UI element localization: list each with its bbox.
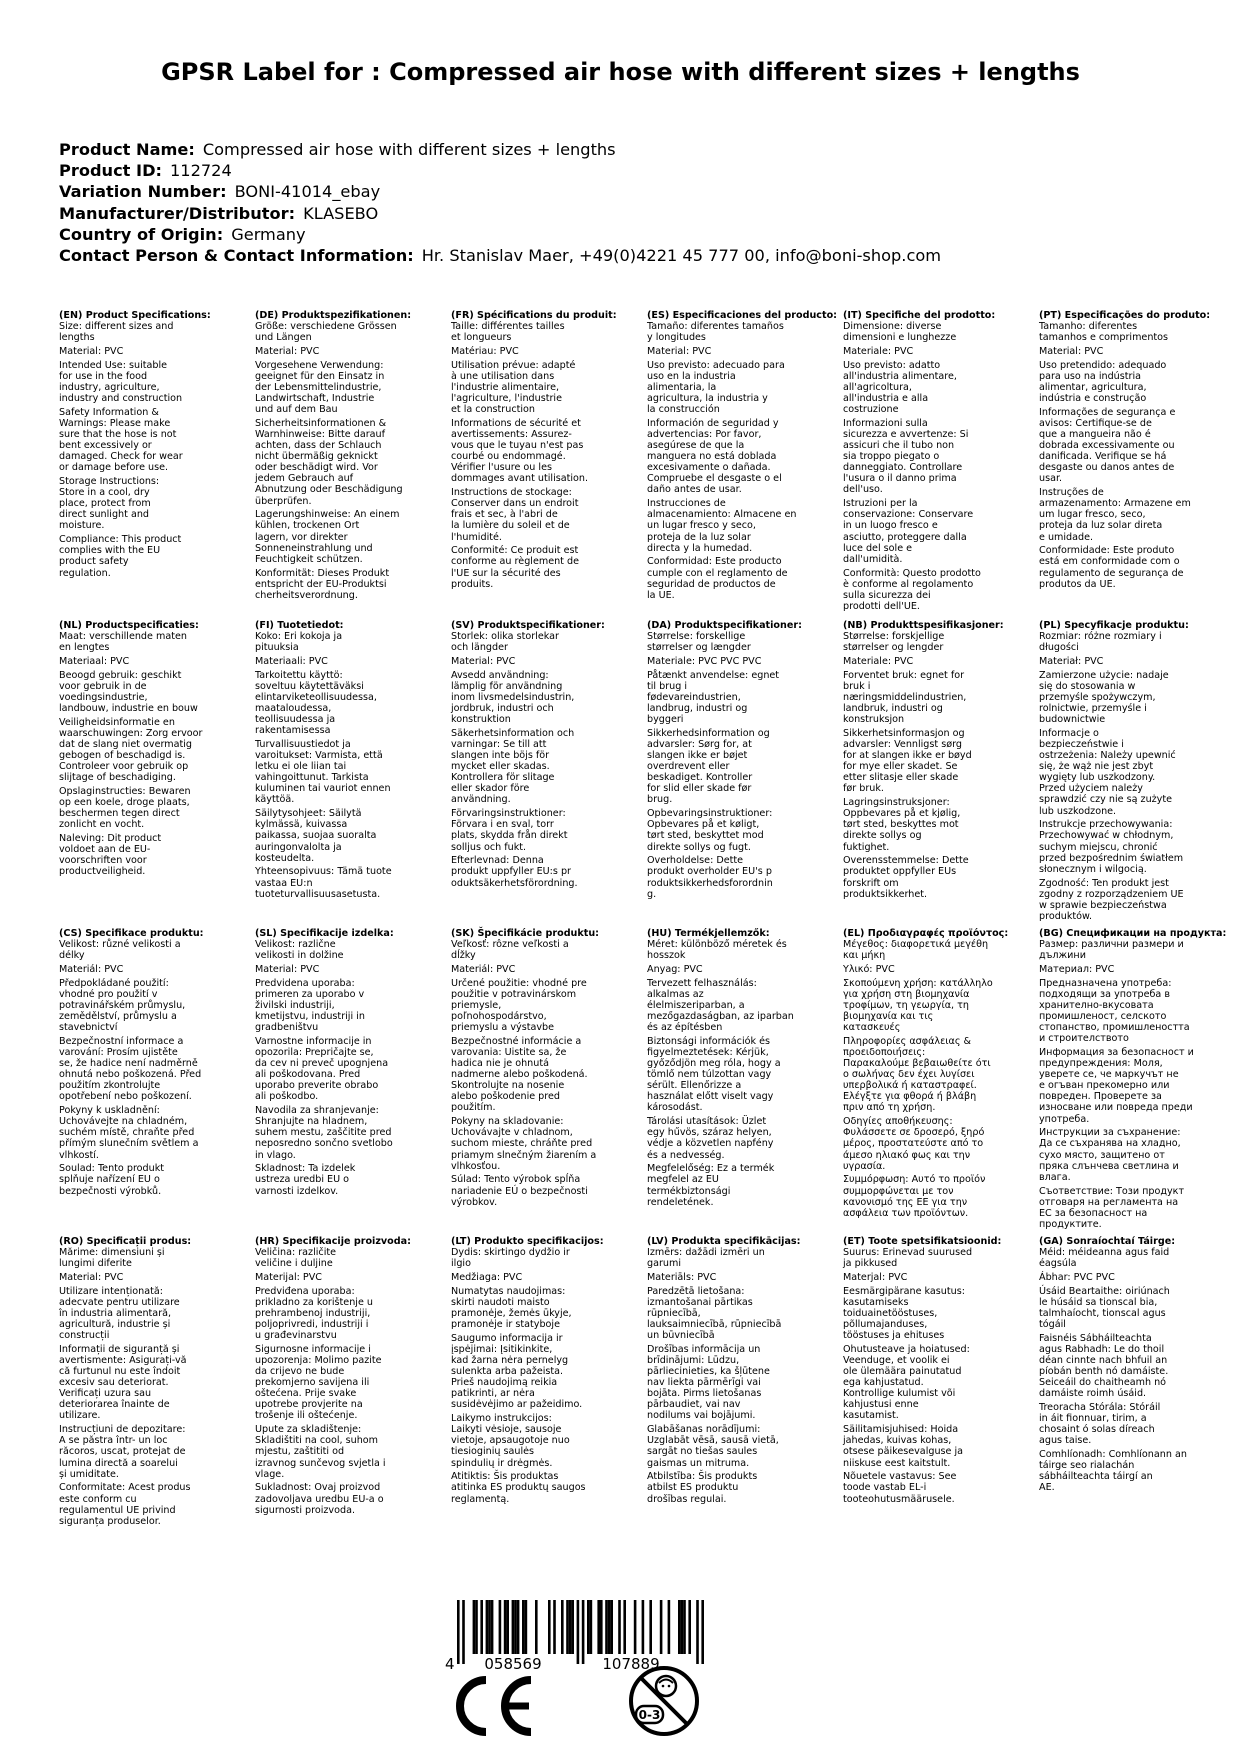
spec-item: Sikkerhedsinformation og advarsler: Sørg for, at slangen ikke er bøjet overdrevent eller beskadiget. Kontroller for slid eller skade før brug. bbox=[647, 727, 770, 806]
spec-item: Utilizare intenționată: adecvate pentru utilizare în industria alimentară, agricultură, industrie și construcții bbox=[59, 1285, 180, 1342]
spec-item: Soulad: Tento produkt splňuje nařízení EU o bezpečnosti výrobků. bbox=[59, 1163, 165, 1197]
spec-item: Materiaal: PVC bbox=[59, 655, 130, 667]
spec-item: Οδηγίες αποθήκευσης: Φυλάσσετε σε δροσερό, ξηρό μέρος, προστατεύστε από το άμεσο ηλιακό φως και την υγρασία. bbox=[843, 1116, 985, 1172]
spec-item: Koko: Eri kokoja ja pituuksia bbox=[255, 631, 343, 654]
spec-item: Úsáid Beartaithe: oiriúnach le húsáid sa tionscal bia, talmhaíocht, tionscal agus tógáil bbox=[1039, 1285, 1170, 1331]
spec-section bbox=[255, 1236, 445, 1518]
barcode-bar bbox=[475, 1600, 478, 1654]
spec-item: Atbilstība: Šis produkts atbilst ES produktu drošības regulai. bbox=[647, 1471, 758, 1505]
spec-section bbox=[843, 1236, 1033, 1507]
spec-item: Taille: différentes tailles et longueurs bbox=[451, 321, 565, 344]
barcode-bar bbox=[688, 1600, 691, 1654]
spec-section bbox=[1039, 310, 1229, 592]
barcode-bar bbox=[457, 1600, 460, 1664]
spec-section bbox=[59, 928, 249, 1199]
spec-item: Υλικό: PVC bbox=[843, 963, 895, 975]
barcode-bar bbox=[577, 1600, 580, 1664]
spec-section bbox=[451, 1236, 641, 1507]
spec-item: Izmērs: dažādi izmēri un garumi bbox=[647, 1247, 765, 1270]
spec-item: Material: PVC bbox=[255, 963, 320, 975]
spec-item: Förvaringsinstruktioner: Förvara i en sval, torr plats, skydda från direkt solljus och fukt. bbox=[451, 808, 568, 853]
spec-item: Numatytas naudojimas: skirti naudoti maisto pramonėje, žemės ūkyje, pramonėje ir statyboje bbox=[451, 1285, 572, 1331]
info-row bbox=[59, 224, 941, 245]
spec-item: Anyag: PVC bbox=[647, 963, 703, 975]
spec-item: Rozmiar: różne rozmiary i długości bbox=[1039, 631, 1162, 654]
spec-item: Säilytysohjeet: Säilytä kylmässä, kuivassa paikassa, suojaa suoralta auringonvalolta ja kosteudelta. bbox=[255, 808, 377, 864]
spec-section bbox=[647, 620, 837, 902]
spec-item: Material: PVC bbox=[451, 655, 516, 667]
info-label: Country of Origin: bbox=[59, 224, 224, 244]
barcode-bar bbox=[514, 1600, 517, 1654]
spec-heading: (IT) Specifiche del prodotto: bbox=[843, 310, 996, 321]
spec-item: Sigurnosne informacije i upozorenja: Molimo pazite da crijevo ne bude prekomjerno savijena ili oštećena. Prije svake upotrebe provjerite na trošenje ili oštećenje. bbox=[255, 1343, 382, 1422]
spec-item: Súlad: Tento výrobok spĺňa nariadenie EÚ o bezpečnosti výrobkov. bbox=[451, 1174, 588, 1208]
barcode-bar bbox=[610, 1600, 613, 1654]
info-value: Germany bbox=[231, 224, 306, 244]
barcode-digits-right: 107889 bbox=[602, 1655, 660, 1672]
spec-item: Zamierzone użycie: nadaje się do stosowania w przemyśle spożywczym, rolnictwie, przemyśle i budownictwie bbox=[1039, 669, 1169, 726]
spec-item: Instrucciones de almacenamiento: Almacene en un lugar fresco y seco, proteja de la luz solar directa y la humedad. bbox=[647, 498, 797, 554]
barcode-bar bbox=[668, 1600, 671, 1654]
spec-item: Storlek: olika storlekar och längder bbox=[451, 631, 559, 654]
spec-heading: (CS) Specifikace produktu: bbox=[59, 928, 204, 939]
spec-item: Størrelse: forskellige størrelser og længder bbox=[647, 631, 751, 654]
spec-section bbox=[1039, 1236, 1229, 1496]
spec-heading: (BG) Спецификации на продукта: bbox=[1039, 928, 1227, 939]
spec-heading: (GA) Sonraíochtaí Táirge: bbox=[1039, 1236, 1176, 1247]
spec-item: Lagringsinstruksjoner: Oppbevares på et kjølig, tørt sted, beskyttes mot direkte sollys og fuktighet. bbox=[843, 797, 961, 853]
spec-section bbox=[647, 928, 837, 1210]
spec-item: Materiaali: PVC bbox=[255, 655, 328, 667]
spec-section bbox=[255, 310, 445, 603]
spec-item: Материал: PVC bbox=[1039, 963, 1115, 975]
spec-item: Treoracha Stórála: Stóráil in áit fionnuar, tirim, a chosaint ó solas díreach agus taise. bbox=[1039, 1402, 1161, 1447]
barcode-bar bbox=[590, 1600, 593, 1654]
spec-item: Säkerhetsinformation och varningar: Se till att slangen inte böjs för mycket eller skadas. Kontrollera för slitage eller skador före användning. bbox=[451, 727, 575, 806]
spec-item: Opbevaringsinstruktioner: Opbevares på et køligt, tørt sted, beskyttet mod direkte sollys og fugt. bbox=[647, 808, 773, 853]
spec-item: Съответствие: Този продукт отговаря на регламента на ЕС за безопасност на продуктите. bbox=[1039, 1185, 1185, 1230]
spec-item: Saugumo informacija ir įspėjimai: Įsitikinkite, kad žarna nėra pernelyg sulenkta arba pažeista. Prieš naudojimą reikia patikrinti, ar nėra susidėvėjimo ar pažeidimo. bbox=[451, 1332, 583, 1411]
spec-heading: (RO) Specificații produs: bbox=[59, 1236, 192, 1247]
barcode-bar bbox=[571, 1600, 574, 1654]
spec-item: Sukladnost: Ovaj proizvod zadovoljava uredbu EU-a o sigurnosti proizvoda. bbox=[255, 1482, 384, 1516]
spec-item: Conformité: Ce produit est conforme au règlement de l'UE sur la sécurité des produits. bbox=[451, 545, 579, 590]
spec-item: Ohutusteave ja hoiatused: Veenduge, et voolik ei ole ülemäära painutatud ega kahjustatud. Kontrollige kulumist või kahjustusi enne kasutamist. bbox=[843, 1343, 970, 1422]
spec-item: Medžiaga: PVC bbox=[451, 1271, 523, 1283]
spec-item: Naleving: Dit product voldoet aan de EU- voorschriften voor productveiligheid. bbox=[59, 833, 162, 878]
spec-item: Instruções de armazenamento: Armazene em um lugar fresco, seco, proteja da luz solar direta e umidade. bbox=[1039, 487, 1191, 543]
spec-item: Informazioni sulla sicurezza e avvertenze: Si assicuri che il tubo non sia troppo piegato o danneggiato. Controllare l'usura o il danno prima dell'uso. bbox=[843, 417, 969, 496]
info-label: Variation Number: bbox=[59, 182, 227, 202]
spec-item: Säilitamisjuhised: Hoida jahedas, kuivas kohas, otsese päikesevalguse ja niiskuse eest kaitstult. bbox=[843, 1424, 964, 1469]
barcode-bar bbox=[561, 1600, 564, 1654]
spec-item: Yhteensopivuus: Tämä tuote vastaa EU:n tuoteturvallisuusasetusta. bbox=[255, 866, 392, 900]
spec-heading: (EL) Προδιαγραφές προϊόντος: bbox=[843, 928, 1009, 939]
spec-item: Zgodność: Ten produkt jest zgodny z rozporządzeniem UE w sprawie bezpieczeństwa produktów. bbox=[1039, 877, 1184, 922]
spec-item: Utilisation prévue: adapté à une utilisation dans l'industrie alimentaire, l'agriculture, l'industrie et la construction bbox=[451, 359, 576, 416]
spec-item: Informations de sécurité et avertissements: Assurez- vous que le tuyau n'est pas courbé ou endommagé. Vérifier l'usure ou les dommages avant utilisation. bbox=[451, 417, 589, 485]
barcode-bar bbox=[678, 1600, 681, 1654]
spec-item: Storage Instructions: Store in a cool, dry place, protect from direct sunlight and moisture. bbox=[59, 476, 160, 532]
spec-heading: (SK) Špecifikácie produktu: bbox=[451, 928, 600, 939]
barcode-bar bbox=[522, 1600, 525, 1654]
page-title: GPSR Label for : Compressed air hose with different sizes + lengths bbox=[161, 58, 1080, 86]
ce-mark-icon bbox=[452, 1673, 538, 1739]
spec-item: Velikost: različne velikosti in dolžine bbox=[255, 939, 344, 962]
spec-item: Conformitate: Acest produs este conform cu regulamentul UE privind siguranța produselor. bbox=[59, 1482, 191, 1527]
spec-item: Turvallisuustiedot ja varoitukset: Varmista, että letku ei ole liian tai vahingoittunut. Tarkista kuluminen tai vauriot ennen käyttöä. bbox=[255, 739, 391, 806]
info-label: Manufacturer/Distributor: bbox=[59, 203, 296, 223]
spec-item: Glabāšanas norādījumi: Uzglabāt vēsā, sausā vietā, sargāt no tiešas saules gaismas un mitruma. bbox=[647, 1424, 779, 1469]
spec-item: Instrukcje przechowywania: Przechowywać w chłodnym, suchym miejscu, chronić przed bezpośrednim światłem słonecznym i wilgocią. bbox=[1039, 819, 1184, 875]
spec-heading: (DA) Produktspecifikationer: bbox=[647, 620, 802, 631]
spec-item: Atitiktis: Šis produktas atitinka ES produktų saugos reglamentą. bbox=[451, 1471, 586, 1505]
spec-heading: (NB) Produkttspesifikasjoner: bbox=[843, 620, 1004, 631]
spec-item: Maat: verschillende maten en lengtes bbox=[59, 631, 187, 654]
spec-item: Laikymo instrukcijos: Laikyti vėsioje, sausoje vietoje, apsaugotoje nuo tiesioginių saulės spindulių ir drėgmės. bbox=[451, 1413, 570, 1469]
spec-item: Informacje o bezpieczeństwie i ostrzeżenia: Należy upewnić się, że wąż nie jest zbyt wygięty lub uszkodzony. Przed użyciem należy sprawdzić czy nie są zużyte lub uszkodzone. bbox=[1039, 727, 1176, 817]
spec-heading: (HR) Specifikacije proizvoda: bbox=[255, 1236, 411, 1247]
spec-section bbox=[255, 928, 445, 1199]
spec-item: Tamanho: diferentes tamanhos e comprimentos bbox=[1039, 321, 1169, 344]
spec-item: Comhlíonadh: Comhlíonann an táirge seo rialachán sábháilteachta táirgí an AE. bbox=[1039, 1449, 1187, 1494]
spec-item: Pokyny k uskladnění: Uchovávejte na chladném, suchém místě, chraňte před přímým slunečním světlem a vlhkostí. bbox=[59, 1105, 199, 1161]
spec-item: Predvidena uporaba: primeren za uporabo v živilski industriji, kmetijstvu, industriji in gradbeništvu bbox=[255, 977, 365, 1034]
spec-item: Predviđena uporaba: prikladno za korištenje u prehrambenoj industriji, poljoprivredi, industriji i u građevinarstvu bbox=[255, 1285, 373, 1342]
spec-item: Opslaginstructies: Bewaren op een koele, droge plaats, beschermen tegen direct zonlicht en vocht. bbox=[59, 786, 191, 831]
spec-item: Conformità: Questo prodotto è conforme al regolamento sulla sicurezza dei prodotti dell'UE. bbox=[843, 567, 981, 612]
spec-item: Materjal: PVC bbox=[843, 1271, 908, 1283]
info-label: Contact Person & Contact Information: bbox=[59, 246, 414, 266]
spec-item: Tervezett felhasználás: alkalmas az élelmiszeriparban, a mezőgazdaságban, az iparban és az építésben bbox=[647, 977, 794, 1034]
spec-heading: (SL) Specifikacije izdelka: bbox=[255, 928, 394, 939]
barcode-bar bbox=[548, 1600, 551, 1654]
spec-item: Materiál: PVC bbox=[451, 963, 516, 975]
spec-item: Uso pretendido: adequado para uso na indústria alimentar, agricultura, indústria e construção bbox=[1039, 359, 1167, 405]
spec-item: Informații de siguranță și avertismente: Asigurați-vă că furtunul nu este îndoit excesiv sau deteriorat. Verificați uzura sau deteriorarea înainte de utilizare. bbox=[59, 1343, 187, 1422]
spec-item: Размер: различни размери и дължини bbox=[1039, 939, 1184, 962]
barcode-bar bbox=[605, 1600, 608, 1654]
spec-item: Mărime: dimensiuni și lungimi diferite bbox=[59, 1247, 165, 1270]
spec-item: Συμμόρφωση: Αυτό το προϊόν συμμορφώνεται με τον κανονισμό της ΕΕ για την ασφάλεια των προϊόντων. bbox=[843, 1174, 986, 1219]
spec-section bbox=[843, 620, 1033, 902]
barcode-bar bbox=[535, 1600, 538, 1654]
spec-item: Drošības informācija un brīdinājumi: Lūdzu, pārliecinieties, ka šļūtene nav liekta pārmērīgi vai bojāta. Pirms lietošanas pārbaudiet, vai nav nodilums vai bojājumi. bbox=[647, 1343, 770, 1422]
spec-item: Sikkerhetsinformasjon og advarsler: Vennligst sørg for at slangen ikke er bøyd for mye eller skadet. Se etter slitasje eller skade før bruk. bbox=[843, 727, 972, 795]
spec-item: Navodila za shranjevanje: Shranjujte na hladnem, suhem mestu, zaščitite pred neposredno sončno svetlobo in vlago. bbox=[255, 1105, 393, 1161]
spec-section bbox=[451, 928, 641, 1210]
product-info-block bbox=[59, 139, 941, 266]
spec-section bbox=[647, 310, 837, 603]
barcode-bar bbox=[623, 1600, 626, 1654]
barcode-bar bbox=[660, 1600, 663, 1654]
spec-item: Πληροφορίες ασφάλειας & προειδοποιήσεις: Παρακαλούμε βεβαιωθείτε ότι ο σωλήνας δεν έχει λυγίσει υπερβολικά ή καταστραφεί. Ελέγξτε για φθορά ή βλάβη πριν από τη χρήση. bbox=[843, 1035, 991, 1114]
spec-section bbox=[1039, 928, 1229, 1233]
spec-section bbox=[843, 310, 1033, 615]
spec-item: Nõuetele vastavus: See toode vastab EL-i tooteohutusmäärusele. bbox=[843, 1471, 957, 1505]
barcode-bar bbox=[462, 1600, 465, 1664]
barcode-bar bbox=[618, 1600, 621, 1654]
barcode-bar bbox=[486, 1600, 489, 1654]
barcode-bar bbox=[600, 1600, 603, 1654]
spec-item: Bezpečnostné informácie a varovania: Uistite sa, že hadica nie je ohnutá nadmerne alebo poškodená. Skontrolujte na nosenie alebo poškodenie pred použitím. bbox=[451, 1035, 588, 1114]
spec-item: Material: PVC bbox=[1039, 345, 1104, 357]
barcode-bar bbox=[473, 1600, 476, 1654]
spec-heading: (SV) Produktspecifikationer: bbox=[451, 620, 605, 631]
spec-item: Matériau: PVC bbox=[451, 345, 519, 357]
spec-item: Materiał: PVC bbox=[1039, 655, 1104, 667]
spec-section bbox=[451, 310, 641, 592]
spec-item: Size: different sizes and lengths bbox=[59, 321, 174, 344]
spec-item: Предназначена употреба: подходящи за употреба в хранително-вкусовата промишленост, селското стопанство, промишлеността и строителството bbox=[1039, 977, 1190, 1045]
spec-section bbox=[451, 620, 641, 891]
spec-item: Material: PVC bbox=[255, 345, 320, 357]
spec-item: Veličina: različite veličine i duljine bbox=[255, 1247, 337, 1270]
barcode-bar bbox=[517, 1600, 520, 1654]
spec-item: Uso previsto: adecuado para uso en la industria alimentaria, la agricultura, la industria y la construcción bbox=[647, 359, 785, 416]
barcode-bar bbox=[681, 1600, 684, 1654]
spec-item: Materiale: PVC bbox=[843, 655, 914, 667]
spec-item: Suurus: Erinevad suurused ja pikkused bbox=[843, 1247, 973, 1270]
spec-section bbox=[59, 1236, 249, 1529]
spec-item: Ábhar: PVC PVC bbox=[1039, 1271, 1115, 1283]
spec-item: Größe: verschiedene Grössen und Längen bbox=[255, 321, 397, 344]
age-warning-icon bbox=[628, 1663, 700, 1739]
spec-item: Beoogd gebruik: geschikt voor gebruik in de voedingsindustrie, landbouw, industrie en bouw bbox=[59, 669, 198, 715]
spec-item: Méret: különböző méretek és hosszok bbox=[647, 939, 787, 962]
spec-item: Størrelse: forskjellige størrelser og lengder bbox=[843, 631, 945, 654]
barcode-bar bbox=[504, 1600, 507, 1654]
spec-item: Tamaño: diferentes tamaños y longitudes bbox=[647, 321, 784, 344]
info-value: KLASEBO bbox=[303, 203, 379, 223]
spec-item: Eesmärgipärane kasutus: kasutamiseks toiduainetööstuses, põllumajanduses, tööstuses ja ehituses bbox=[843, 1285, 965, 1342]
spec-item: Μέγεθος: διαφορετικά μεγέθη και μήκη bbox=[843, 939, 989, 962]
spec-item: Информация за безопасност и предупреждения: Моля, уверете се, че маркучът не е огъван прекомерно или повреден. Проверете за износване или повреда преди употреба. bbox=[1039, 1047, 1194, 1125]
barcode-bar bbox=[634, 1600, 637, 1654]
spec-item: Předpokládané použití: vhodné pro použití v potravinářském průmyslu, zemědělství, průmyslu a stavebnictví bbox=[59, 977, 186, 1034]
spec-item: Materiāls: PVC bbox=[647, 1271, 717, 1283]
barcode-bar bbox=[569, 1600, 572, 1654]
spec-item: Materiale: PVC bbox=[843, 345, 914, 357]
spec-heading: (NL) Productspecificaties: bbox=[59, 620, 199, 631]
spec-section bbox=[59, 310, 249, 581]
info-value: Hr. Stanislav Maer, +49(0)4221 45 777 00, info@boni-shop.com bbox=[421, 246, 942, 266]
barcode-bar bbox=[597, 1600, 600, 1654]
barcode-bar bbox=[488, 1600, 491, 1654]
spec-item: Méid: méideanna agus faid éagsúla bbox=[1039, 1247, 1170, 1270]
spec-item: Efterlevnad: Denna produkt uppfyller EU:s pr oduktsäkerhetsförordning. bbox=[451, 855, 578, 889]
info-row bbox=[59, 139, 941, 160]
barcode bbox=[441, 1600, 761, 1672]
barcode-bar bbox=[587, 1600, 590, 1654]
spec-section bbox=[647, 1236, 837, 1507]
barcode-bar bbox=[525, 1600, 528, 1654]
spec-item: Tárolási utasítások: Üzlet egy hűvös, száraz helyen, védje a közvetlen napfény és a nedvesség. bbox=[647, 1116, 774, 1161]
spec-item: Tarkoitettu käyttö: soveltuu käytettäväksi elintarviketeollisuudessa, maataloudessa, teollisuudessa ja rakentamisessa bbox=[255, 669, 377, 737]
spec-item: Σκοπούμενη χρήση: κατάλληλο για χρήση στη βιομηχανία τροφίμων, τη γεωργία, τη βιομηχανία και τις κατασκευές bbox=[843, 977, 993, 1034]
spec-item: Velikost: různé velikosti a délky bbox=[59, 939, 181, 962]
spec-heading: (FR) Spécifications du produit: bbox=[451, 310, 617, 321]
info-value: BONI-41014_ebay bbox=[234, 182, 381, 202]
spec-item: Uso previsto: adatto all'industria alimentare, all'agricoltura, all'industria e alla costruzione bbox=[843, 359, 957, 416]
spec-section bbox=[59, 620, 249, 880]
spec-item: Biztonsági információk és figyelmeztetések: Kérjük, győződjön meg róla, hogy a tömlő nem túlzottan vagy sérült. Ellenőrizze a használat előtt viselt vagy károsodást. bbox=[647, 1035, 781, 1114]
barcode-digit-first: 4 bbox=[445, 1655, 455, 1672]
barcode-bar bbox=[512, 1600, 515, 1654]
spec-item: Avsedd användning: lämplig för användning inom livsmedelsindustrin, jordbruk, industri och konstruktion bbox=[451, 669, 575, 726]
spec-item: Conformidad: Este producto cumple con el reglamento de seguridad de productos de la UE. bbox=[647, 556, 788, 601]
spec-item: Veiligheidsinformatie en waarschuwingen: Zorg ervoor dat de slang niet overmatig gebogen of beschadigd is. Controleer voor gebruik op slijtage of beschadiging. bbox=[59, 716, 203, 784]
spec-section bbox=[1039, 620, 1229, 925]
barcode-bar bbox=[491, 1600, 494, 1654]
spec-heading: (PT) Especificações do produto: bbox=[1039, 310, 1211, 321]
info-value: Compressed air hose with different sizes + lengths bbox=[202, 140, 616, 159]
spec-item: Instructions de stockage: Conserver dans un endroit frais et sec, à l'abri de la lumière du soleil et de l'humidité. bbox=[451, 487, 579, 543]
spec-item: Informações de segurança e avisos: Certifique-se de que a mangueira não é dobrada excessivamente ou danificada. Verifique se há desgaste ou danos antes de usar. bbox=[1039, 406, 1176, 485]
barcode-bar bbox=[553, 1600, 556, 1654]
info-row bbox=[59, 245, 941, 266]
info-row bbox=[59, 203, 941, 224]
info-label: Product Name: bbox=[59, 140, 195, 159]
spec-item: Istruzioni per la conservazione: Conservare in un luogo fresco e asciutto, proteggere dalla luce del sole e dall'umidità. bbox=[843, 498, 974, 565]
barcode-bar bbox=[683, 1600, 686, 1654]
spec-item: Vorgesehene Verwendung: geeignet für den Einsatz in der Lebensmittelindustrie, Landwirtschaft, Industrie und auf dem Bau bbox=[255, 359, 385, 416]
spec-item: Dimensione: diverse dimensioni e lunghezze bbox=[843, 321, 957, 344]
spec-heading: (EN) Product Specifications: bbox=[59, 310, 211, 321]
barcode-bar bbox=[649, 1600, 652, 1654]
spec-item: Bezpečnostní informace a varování: Prosím ujistěte se, že hadice není nadměrně ohnutá nebo poškozená. Před použitím zkontrolujte opotřebení nebo poškození. bbox=[59, 1035, 202, 1103]
spec-item: Инструкции за съхранение: Да се съхранява на хладно, сухо място, защитено от пряка слънчева светлина и влага. bbox=[1039, 1127, 1181, 1183]
spec-item: Instrucțiuni de depozitare: A se păstra într- un loc răcoros, uscat, protejat de lumina directă a soarelui și umiditate. bbox=[59, 1424, 186, 1480]
info-value: 112724 bbox=[169, 161, 232, 181]
barcode-bar bbox=[506, 1600, 509, 1654]
spec-heading: (FI) Tuotetiedot: bbox=[255, 620, 344, 631]
barcode-bar bbox=[480, 1600, 483, 1654]
barcode-bar bbox=[701, 1600, 704, 1664]
barcode-bar bbox=[696, 1600, 699, 1664]
spec-item: Materijal: PVC bbox=[255, 1271, 322, 1283]
info-row bbox=[59, 181, 941, 202]
spec-item: Forventet bruk: egnet for bruk i næringsmiddelindustrien, landbruk, industri og konstruksjon bbox=[843, 669, 967, 726]
spec-item: Påtænkt anvendelse: egnet til brug i fødevareindustrien, landbrug, industri og byggeri bbox=[647, 669, 780, 726]
spec-item: Información de seguridad y advertencias: Por favor, asegúrese de que la manguera no está doblada excesivamente o dañada. Compruebe el desgaste o el daño antes de usar. bbox=[647, 417, 782, 496]
spec-item: Pokyny na skladovanie: Uchovávajte v chladnom, suchom mieste, chráňte pred priamym slnečným žiarením a vlhkosťou. bbox=[451, 1116, 597, 1172]
spec-item: Dydis: skirtingo dydžio ir ilgio bbox=[451, 1247, 570, 1270]
spec-item: Konformität: Dieses Produkt entspricht der EU-Produktsi cherheitsverordnung. bbox=[255, 567, 390, 601]
spec-item: Faisnéis Sábháilteachta agus Rabhadh: Le do thoil déan cinnte nach bhfuil an píobán benth nó damáiste. Seiceáil do chaitheamh nó damáiste roimh úsáid. bbox=[1039, 1332, 1169, 1400]
spec-heading: (LV) Produkta specifikācijas: bbox=[647, 1236, 801, 1247]
spec-item: Lagerungshinweise: An einem kühlen, trockenen Ort lagern, vor direkter Sonneneinstrahlung und Feuchtigkeit schützen. bbox=[255, 509, 400, 565]
spec-item: Material: PVC bbox=[59, 345, 124, 357]
barcode-bar bbox=[566, 1600, 569, 1654]
spec-item: Intended Use: suitable for use in the food industry, agriculture, industry and construction bbox=[59, 359, 183, 405]
spec-heading: (LT) Produkto specifikacijos: bbox=[451, 1236, 604, 1247]
spec-item: Upute za skladištenje: Skladištiti na cool, suhom mjestu, zaštititi od izravnog sunčevog svjetla i vlage. bbox=[255, 1424, 386, 1480]
spec-item: Safety Information & Warnings: Please make sure that the hose is not bent excessively or damaged. Check for wear or damage before use. bbox=[59, 406, 183, 474]
barcode-bar bbox=[608, 1600, 611, 1654]
spec-section bbox=[255, 620, 445, 902]
spec-item: Compliance: This product complies with the EU product safety regulation. bbox=[59, 534, 182, 579]
spec-heading: (ES) Especificaciones del producto: bbox=[647, 310, 838, 321]
spec-item: Overensstemmelse: Dette produktet oppfyller EUs forskrift om produktsikkerhet. bbox=[843, 855, 969, 900]
info-label: Product ID: bbox=[59, 161, 162, 181]
barcode-digits-left: 058569 bbox=[484, 1655, 542, 1672]
spec-item: Material: PVC bbox=[647, 345, 712, 357]
spec-heading: (DE) Produktspezifikationen: bbox=[255, 310, 412, 321]
barcode-bar bbox=[642, 1600, 645, 1654]
spec-heading: (PL) Specyfikacje produktu: bbox=[1039, 620, 1189, 631]
spec-item: Paredzētā lietošana: izmantošanai pārtikas rūpniecībā, lauksaimniecībā, rūpniecībā un būvniecībā bbox=[647, 1285, 782, 1342]
spec-item: Material: PVC bbox=[59, 1271, 124, 1283]
age-warning-label: 0-3 bbox=[638, 1708, 661, 1722]
spec-heading: (HU) Termékjellemzők: bbox=[647, 928, 770, 939]
spec-section bbox=[843, 928, 1033, 1221]
spec-item: Varnostne informacije in opozorila: Prepričajte se, da cev ni preveč upognjena ali poškodovana. Pred uporabo preverite obrabo ali poškodbo. bbox=[255, 1035, 389, 1103]
spec-item: Materiál: PVC bbox=[59, 963, 124, 975]
spec-item: Overholdelse: Dette produkt overholder EU's p roduktsikkerhedsforordnin g. bbox=[647, 855, 773, 900]
spec-item: Sicherheitsinformationen & Warnhinweise: Bitte darauf achten, dass der Schlauch nicht übermäßig geknickt oder beschädigt wird. Vor jedem Gebrauch auf Abnutzung oder Beschädigung überprüfen. bbox=[255, 417, 403, 507]
spec-item: Megfelelőség: Ez a termék megfelel az EU termékbiztonsági rendeletének. bbox=[647, 1163, 775, 1208]
spec-heading: (ET) Toote spetsifikatsioonid: bbox=[843, 1236, 1002, 1247]
spec-item: Určené použitie: vhodné pre použitie v potravinárskom priemysle, poľnohospodárstvo, priemyslu a výstavbe bbox=[451, 977, 587, 1034]
info-row bbox=[59, 160, 941, 181]
spec-item: Conformidade: Este produto está em conformidade com o regulamento de segurança de produtos da UE. bbox=[1039, 545, 1184, 590]
barcode-bar bbox=[582, 1600, 585, 1664]
spec-item: Veľkosť: rôzne veľkosti a dĺžky bbox=[451, 939, 569, 962]
barcode-bar bbox=[499, 1600, 502, 1654]
spec-item: Materiale: PVC PVC PVC bbox=[647, 655, 762, 667]
spec-item: Skladnost: Ta izdelek ustreza uredbi EU o varnosti izdelkov. bbox=[255, 1163, 356, 1197]
